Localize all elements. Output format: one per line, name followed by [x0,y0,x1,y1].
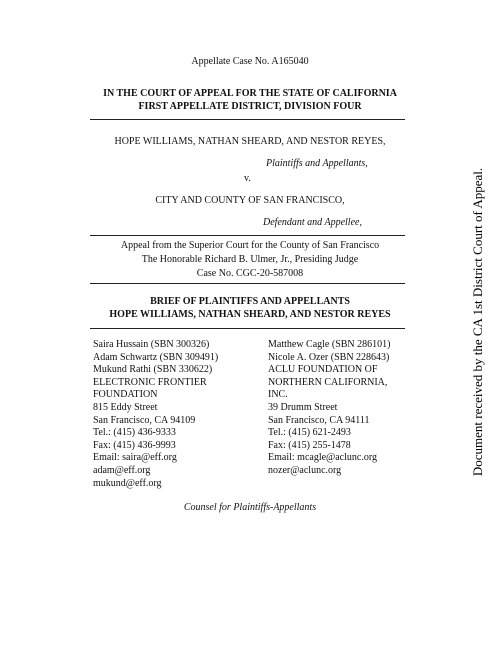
counsel-right-line: Fax: (415) 255-1478 [268,439,351,451]
plaintiffs-role: Plaintiffs and Appellants, [266,158,368,169]
court-line-2: FIRST APPELLATE DISTRICT, DIVISION FOUR [138,101,362,112]
appeal-line-2: The Honorable Richard B. Ulmer, Jr., Presiding Judge [141,254,359,265]
defendant-name: CITY AND COUNTY OF SAN FRANCISCO, [155,195,345,206]
court-line-1: IN THE COURT OF APPEAL FOR THE STATE OF CALIFORNIA [103,88,397,99]
counsel-left-line: Tel.: (415) 436-9333 [93,427,176,439]
counsel-left-line: adam@eff.org [93,464,151,476]
defendant-role: Defendant and Appellee, [263,217,362,228]
court-receipt-stamp: Document received by the CA 1st District Court of Appeal. [470,167,485,477]
counsel-left-line: Saira Hussain (SBN 300326) [93,339,210,350]
counsel-right-line: Matthew Cagle (SBN 286101) [268,339,391,350]
appeal-line-1: Appeal from the Superior Court for the County of San Francisco [120,240,380,251]
counsel-right-line: 39 Drumm Street [268,401,338,413]
counsel-right-line: Nicole A. Ozer (SBN 228643) [268,351,390,363]
counsel-left-line: San Francisco, CA 94109 [93,414,196,426]
counsel-left-line: FOUNDATION [93,389,158,401]
counsel-right-block [268,339,391,478]
counsel-left-line: Email: saira@eff.org [93,452,177,464]
counsel-left-block [93,339,218,490]
versus: v. [244,173,251,184]
counsel-right-line: Tel.: (415) 621-2493 [268,427,351,439]
divider-1 [90,119,405,120]
brief-title-line-2: HOPE WILLIAMS, NATHAN SHEARD, AND NESTOR REYES [109,309,391,320]
counsel-left-line: Mukund Rathi (SBN 330622) [93,364,213,376]
appeal-line-3: Case No. CGC-20-587008 [196,268,304,279]
counsel-right-line: San Francisco, CA 94111 [268,414,370,426]
counsel-right-line: ACLU FOUNDATION OF [268,364,378,376]
counsel-right-line: nozer@aclunc.org [268,464,342,476]
counsel-for: Counsel for Plaintiffs-Appellants [183,502,317,513]
counsel-right-line: Email: mcagle@aclunc.org [268,452,377,464]
case-number: Appellate Case No. A165040 [191,56,309,67]
divider-2 [90,235,405,236]
counsel-right-line: NORTHERN CALIFORNIA, [268,376,388,388]
plaintiffs-names: HOPE WILLIAMS, NATHAN SHEARD, AND NESTOR REYES, [114,136,386,147]
counsel-left-line: Fax: (415) 436-9993 [93,439,176,451]
divider-4 [90,328,405,329]
counsel-left-line: ELECTRONIC FRONTIER [93,376,207,388]
counsel-left-line: Adam Schwartz (SBN 309491) [93,351,219,363]
divider-3 [90,283,405,284]
counsel-left-line: mukund@eff.org [93,477,162,489]
counsel-left-line: 815 Eddy Street [93,401,158,413]
counsel-right-line: INC. [268,389,288,401]
brief-title-line-1: BRIEF OF PLAINTIFFS AND APPELLANTS [150,296,350,307]
